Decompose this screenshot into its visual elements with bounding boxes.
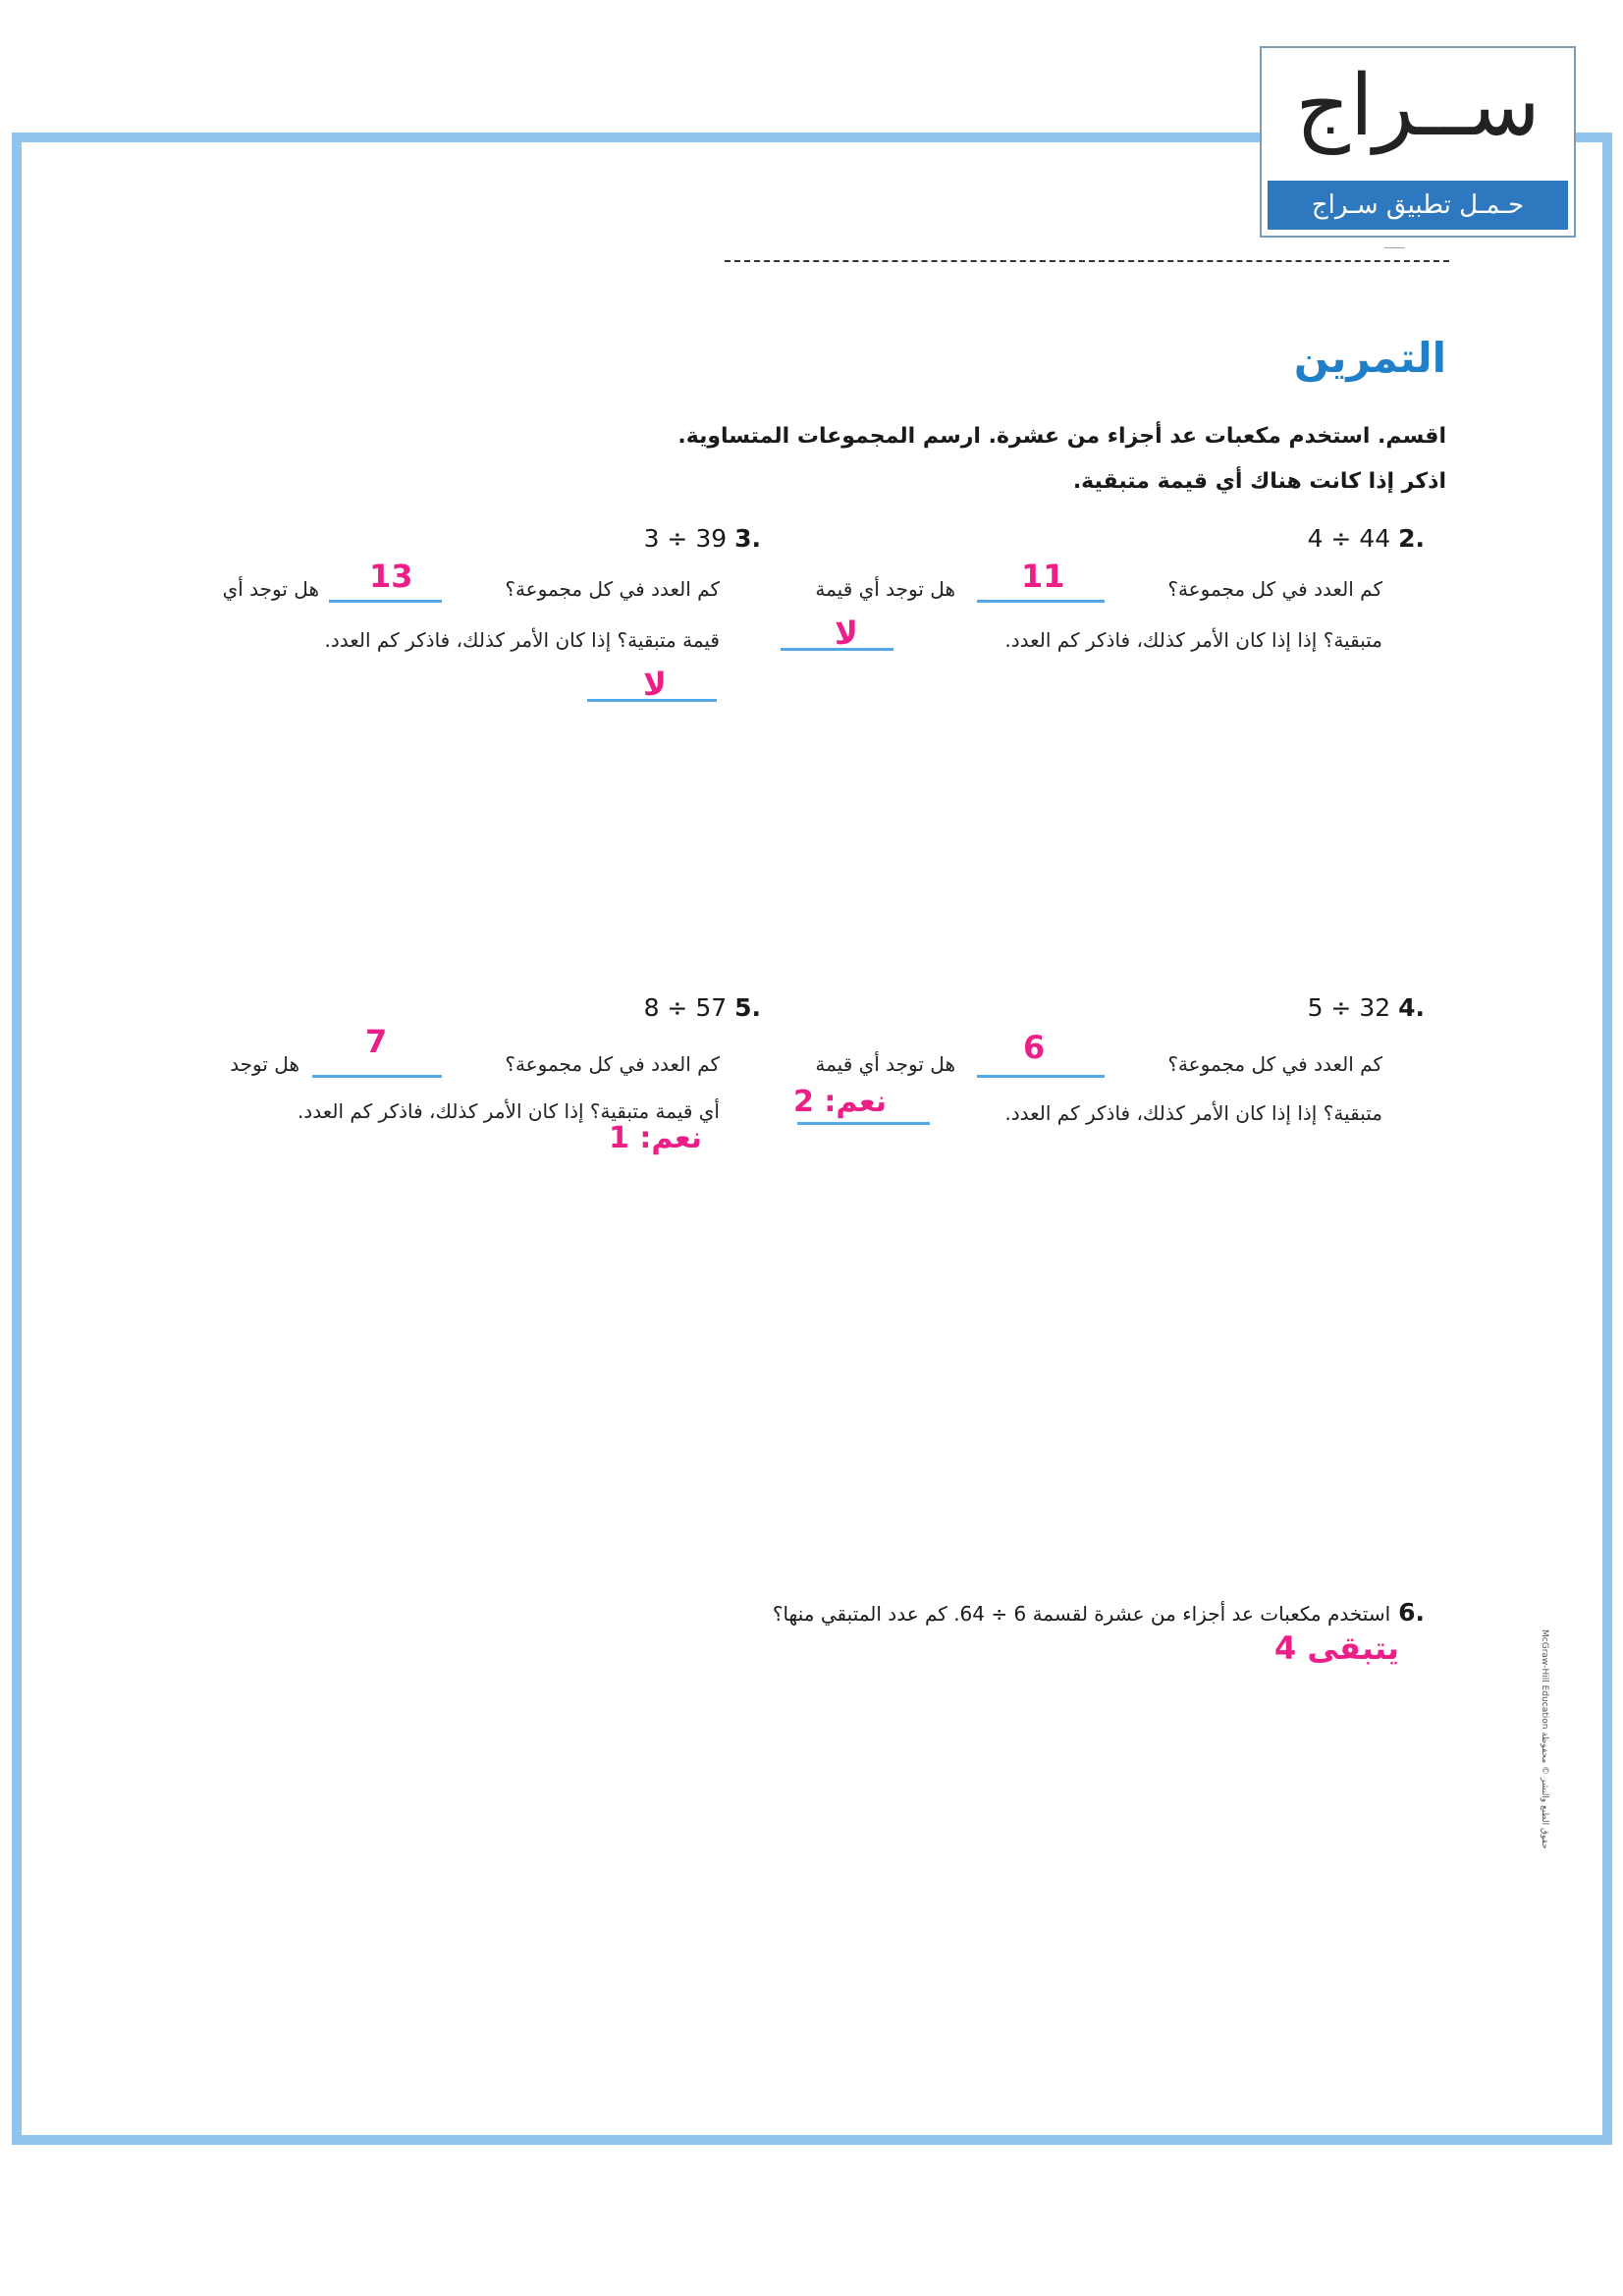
problem-number: .5	[734, 993, 761, 1022]
p6-answer: يتبقى 4	[1274, 1629, 1399, 1667]
p5-question-groups: كم العدد في كل مجموعة؟	[505, 1052, 720, 1076]
p3-answer-2: لا	[643, 666, 667, 703]
p4-answer-2: نعم: 2	[793, 1085, 888, 1119]
p5-answer-1: 7	[365, 1023, 388, 1060]
instruction-line-1: اقسم. استخدم مكعبات عد أجزاء من عشرة. ارسم المجموعات المتساوية.	[677, 424, 1446, 449]
p5-question-remainder-b: أي قيمة متبقية؟ إذا كان الأمر كذلك، فاذكر كم العدد.	[297, 1099, 720, 1123]
p2-answer-line-1	[977, 600, 1105, 603]
p2-answer-2: لا	[835, 614, 858, 652]
p5-answer-line-1	[312, 1075, 442, 1078]
problem-number: .3	[734, 524, 761, 553]
logo-download-band: حـمـل تطبيق سـراج	[1268, 181, 1568, 230]
logo-wordmark: ســراج	[1295, 57, 1541, 155]
p4-question-groups: كم العدد في كل مجموعة؟	[1167, 1052, 1382, 1076]
p3-answer-1: 13	[369, 558, 413, 595]
problem-3	[644, 524, 761, 553]
p2-answer-1: 11	[1021, 558, 1065, 595]
problem-expression: 39 ÷ 3	[643, 524, 728, 553]
p4-question-remainder-a: هل توجد أي قيمة	[815, 1052, 955, 1076]
p3-answer-line-1	[329, 600, 442, 603]
p2-question-remainder-b: متبقية؟ إذا إذا كان الأمر كذلك، فاذكر كم العدد.	[1004, 628, 1382, 652]
p4-answer-line-2	[797, 1122, 930, 1125]
p4-answer-1: 6	[1023, 1029, 1046, 1066]
problem-text: استخدم مكعبات عد أجزاء من عشرة لقسمة 6 ÷ 64. كم عدد المتبقي منها؟	[772, 1602, 1391, 1626]
page-title: التمرين	[1293, 334, 1446, 382]
p4-question-remainder-b: متبقية؟ إذا إذا كان الأمر كذلك، فاذكر كم العدد.	[1004, 1101, 1382, 1125]
problem-number: .4	[1398, 993, 1425, 1022]
dotted-divider	[725, 260, 1449, 262]
p3-question-groups: كم العدد في كل مجموعة؟	[505, 577, 720, 601]
p3-question-remainder-b: قيمة متبقية؟ إذا كان الأمر كذلك، فاذكر كم العدد.	[324, 628, 720, 652]
p3-question-remainder-a: هل توجد أي	[222, 577, 319, 601]
p2-question-remainder-a: هل توجد أي قيمة	[815, 577, 955, 601]
copyright-text: McGraw-Hill Education حقوق الطبع والنشر © محفوظة	[1540, 1629, 1549, 1849]
p5-question-remainder-a: هل توجد	[230, 1052, 299, 1076]
problem-4	[1308, 993, 1425, 1022]
problem-expression: 44 ÷ 4	[1307, 524, 1391, 553]
instruction-line-2: اذكر إذا كانت هناك أي قيمة متبقية.	[1072, 469, 1446, 494]
problem-expression: 32 ÷ 5	[1307, 993, 1391, 1022]
copyright-side-note	[1538, 1629, 1551, 2052]
p4-answer-line-1	[977, 1075, 1105, 1078]
p2-question-groups: كم العدد في كل مجموعة؟	[1167, 577, 1382, 601]
problem-number: .2	[1398, 524, 1425, 553]
problem-5	[644, 993, 761, 1022]
problem-6	[773, 1598, 1425, 1627]
problem-expression: 57 ÷ 8	[643, 993, 728, 1022]
problem-number: .6	[1398, 1598, 1425, 1627]
problem-2	[1308, 524, 1425, 553]
siraj-logo	[1260, 46, 1576, 238]
corner-mark: ـــــــ	[1384, 240, 1405, 251]
p5-answer-2: نعم: 1	[609, 1121, 703, 1155]
